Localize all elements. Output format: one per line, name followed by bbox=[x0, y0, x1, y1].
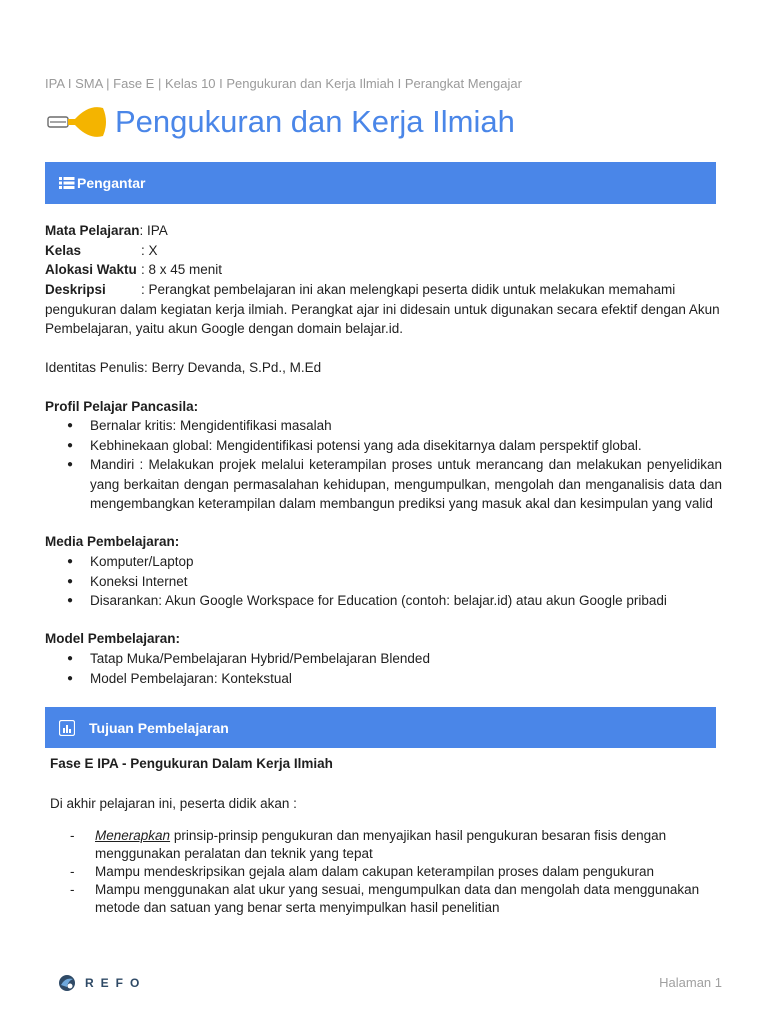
list-item: ● Koneksi Internet bbox=[45, 572, 722, 592]
emphasis-verb: Menerapkan bbox=[95, 828, 171, 843]
lightbulb-icon bbox=[45, 100, 111, 144]
class-label: Kelas bbox=[45, 243, 82, 258]
list-item: ● Komputer/Laptop bbox=[45, 552, 722, 572]
goals-intro: Di akhir pelajaran ini, peserta didik akan : bbox=[50, 796, 297, 811]
profile-list bbox=[45, 416, 722, 514]
section-title-intro: Pengantar bbox=[77, 175, 146, 191]
page-title: Pengukuran dan Kerja Ilmiah bbox=[115, 104, 515, 139]
subject-value: : IPA bbox=[139, 223, 168, 238]
meta-description bbox=[45, 280, 722, 339]
description-value: : Perangkat pembelajaran ini akan melengkapi peserta didik untuk melakukan memahami pengukuran dalam kegiatan kerja ilmiah. Perangkat ajar ini didesain untuk digunakan secara efektif dengan Akun Pembelajaran, yaitu akun Google dengan domain belajar.id. bbox=[45, 282, 720, 336]
class-value: : X bbox=[141, 243, 158, 258]
refo-logo-icon bbox=[57, 973, 77, 993]
section-header-goals bbox=[45, 707, 716, 748]
bar-chart-icon bbox=[59, 720, 75, 736]
meta-class bbox=[45, 241, 158, 261]
list-icon bbox=[59, 176, 75, 190]
media-list bbox=[45, 552, 722, 611]
list-item-text: prinsip-prinsip pengukuran dan menyajikan hasil pengukuran besaran fisis dengan menggunakan peralatan dan teknik yang tepat bbox=[95, 828, 667, 861]
list-item: ● Disarankan: Akun Google Workspace for Education (contoh: belajar.id) atau akun Google pribadi bbox=[45, 591, 722, 611]
goals-subheading: Fase E IPA - Pengukuran Dalam Kerja Ilmiah bbox=[50, 756, 333, 771]
media-heading: Media Pembelajaran: bbox=[45, 534, 180, 549]
description-label: Deskripsi bbox=[45, 282, 106, 297]
goals-list bbox=[70, 827, 710, 917]
section-header-intro bbox=[45, 162, 716, 204]
time-label: Alokasi Waktu bbox=[45, 262, 137, 277]
subject-label: Mata Pelajaran bbox=[45, 223, 140, 238]
list-item: - Mampu mendeskripsikan gejala alam dalam cakupan keterampilan proses dalam pengukuran bbox=[70, 863, 710, 881]
list-item: ● Mandiri : Melakukan projek melalui keterampilan proses untuk merancang dan melakukan penyelidikan yang berkaitan dengan permasalahan kehidupan, mengumpulkan, mengolah dan menganalisis data dan mengembangkan keterampilan dalam membangun prediksi yang masuk akal dan kesimpulan yang valid bbox=[45, 455, 722, 514]
logo-text: REFO bbox=[85, 976, 147, 990]
meta-time bbox=[45, 260, 222, 280]
author-line: Identitas Penulis: Berry Devanda, S.Pd., M.Ed bbox=[45, 360, 322, 375]
list-item: ● Tatap Muka/Pembelajaran Hybrid/Pembelajaran Blended bbox=[45, 649, 722, 669]
section-title-goals: Tujuan Pembelajaran bbox=[89, 719, 229, 736]
footer-logo bbox=[57, 973, 146, 993]
time-value: : 8 x 45 menit bbox=[141, 262, 223, 277]
meta-subject bbox=[45, 221, 168, 241]
model-list bbox=[45, 649, 722, 688]
list-item: - Mampu menggunakan alat ukur yang sesuai, mengumpulkan data dan mengolah data menggunakan metode dan satuan yang benar serta menyimpulkan hasil penelitian bbox=[70, 881, 710, 917]
list-item: ● Model Pembelajaran: Kontekstual bbox=[45, 669, 722, 689]
title-row bbox=[45, 100, 515, 144]
page-number: Halaman 1 bbox=[659, 975, 722, 990]
profile-heading: Profil Pelajar Pancasila: bbox=[45, 399, 199, 414]
list-item: ● Bernalar kritis: Mengidentifikasi masalah bbox=[45, 416, 722, 436]
list-item: ● Kebhinekaan global: Mengidentifikasi potensi yang ada disekitarnya dalam perspektif global. bbox=[45, 436, 722, 456]
model-heading: Model Pembelajaran: bbox=[45, 631, 181, 646]
list-item bbox=[70, 827, 710, 863]
breadcrumb: IPA I SMA | Fase E | Kelas 10 I Pengukuran dan Kerja Ilmiah I Perangkat Mengajar bbox=[45, 76, 522, 91]
